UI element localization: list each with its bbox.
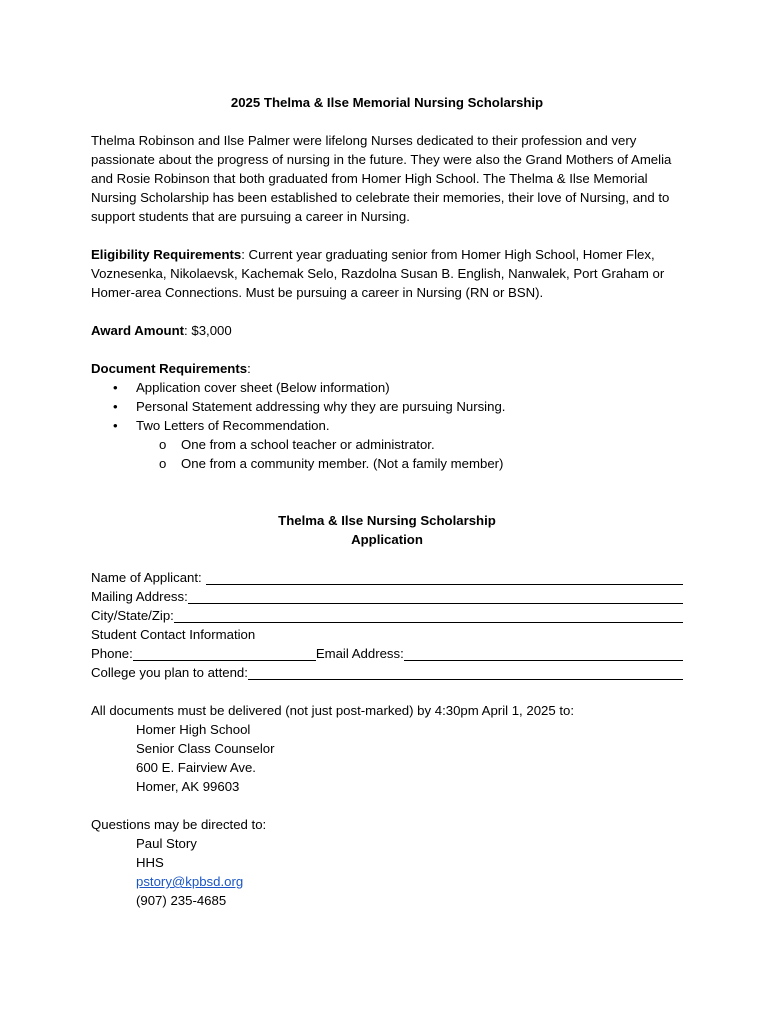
bullet-icon: •: [113, 418, 118, 433]
bullet-icon: •: [113, 380, 118, 395]
document-title: 2025 Thelma & Ilse Memorial Nursing Scholarship: [230, 95, 544, 110]
intro-paragraph: Thelma Robinson and Ilse Palmer were lifelong Nurses dedicated to their profession and very passionate about the progress of nursing in the future. They were also the Grand Mothers of Amelia and Rosie Robinson that both graduated from Homer High School. The Thelma & Ilse Memorial Nursing Scholarship has been established to celebrate their memories, their love of Nursing, and to support students that are pursuing a career in Nursing.: [91, 133, 672, 224]
list-item-text: Two Letters of Recommendation.: [136, 418, 330, 433]
eligibility-paragraph: [91, 245, 683, 302]
address-line: 600 E. Fairview Ave.: [136, 760, 256, 775]
address-line: Homer High School: [136, 722, 251, 737]
sub-list-item-text: One from a community member. (Not a family member): [181, 456, 504, 471]
list-item-text: Application cover sheet (Below information): [136, 380, 390, 395]
award-text: : $3,000: [184, 323, 232, 338]
award-paragraph: [91, 321, 683, 340]
application-heading-line2: Application: [351, 532, 423, 547]
name-field-label: Name of Applicant:: [91, 570, 202, 585]
sub-list-item: [91, 435, 683, 454]
recommendation-sublist: [91, 435, 683, 473]
sub-list-item: [91, 454, 683, 473]
document-page: [91, 93, 683, 910]
application-form: [91, 568, 683, 682]
contact-org: HHS: [136, 855, 164, 870]
list-item-text: Personal Statement addressing why they are pursuing Nursing.: [136, 399, 506, 414]
application-heading-line1: Thelma & Ilse Nursing Scholarship: [278, 513, 496, 528]
bullet-icon: •: [113, 399, 118, 414]
mailing-field-label: Mailing Address:: [91, 589, 188, 604]
list-item: [91, 416, 683, 473]
eligibility-label: Eligibility Requirements: [91, 247, 242, 262]
phone-email-row: [91, 644, 683, 663]
award-label: Award Amount: [91, 323, 185, 338]
city-field-line[interactable]: [174, 607, 683, 623]
address-line: Homer, AK 99603: [136, 779, 240, 794]
mailing-field-row: [91, 587, 683, 606]
list-item: [91, 397, 683, 416]
list-item: [91, 378, 683, 397]
contact-email-link[interactable]: pstory@kpbsd.org: [136, 874, 244, 889]
document-requirements-list: [91, 378, 683, 473]
documents-heading: [91, 359, 683, 378]
phone-field-label: Phone:: [91, 646, 133, 661]
questions-contact: [91, 834, 683, 910]
name-field-row: [91, 568, 683, 587]
documents-colon: :: [247, 361, 251, 376]
mailing-field-line[interactable]: [188, 588, 683, 604]
contact-name: Paul Story: [136, 836, 197, 851]
contact-phone: (907) 235-4685: [136, 893, 227, 908]
eligibility-text: : Current year graduating senior from Homer High School, Homer Flex, Voznesenka, Nikolaevsk, Kachemak Selo, Razdolna Susan B. English, Nanwalek, Port Graham or Homer-area Connections. Must be pursuing a career in Nursing (RN or BSN).: [91, 247, 665, 300]
college-field-row: [91, 663, 683, 682]
questions-intro: Questions may be directed to:: [91, 817, 267, 832]
email-field-label: Email Address:: [315, 646, 404, 661]
phone-field-line[interactable]: [133, 645, 316, 661]
city-field-row: [91, 606, 683, 625]
sub-list-item-text: One from a school teacher or administrator.: [181, 437, 435, 452]
circle-bullet-icon: o: [159, 456, 167, 471]
name-field-line[interactable]: [206, 569, 683, 585]
address-line: Senior Class Counselor: [136, 741, 275, 756]
circle-bullet-icon: o: [159, 437, 167, 452]
city-field-label: City/State/Zip:: [91, 608, 174, 623]
delivery-address: [91, 720, 683, 796]
contact-header-row: [91, 625, 683, 644]
contact-header-label: Student Contact Information: [91, 627, 256, 642]
college-field-line[interactable]: [248, 664, 683, 680]
documents-label: Document Requirements: [91, 361, 248, 376]
delivery-intro: All documents must be delivered (not just post-marked) by 4:30pm April 1, 2025 to:: [91, 703, 575, 718]
college-field-label: College you plan to attend:: [91, 665, 248, 680]
email-field-line[interactable]: [404, 645, 683, 661]
